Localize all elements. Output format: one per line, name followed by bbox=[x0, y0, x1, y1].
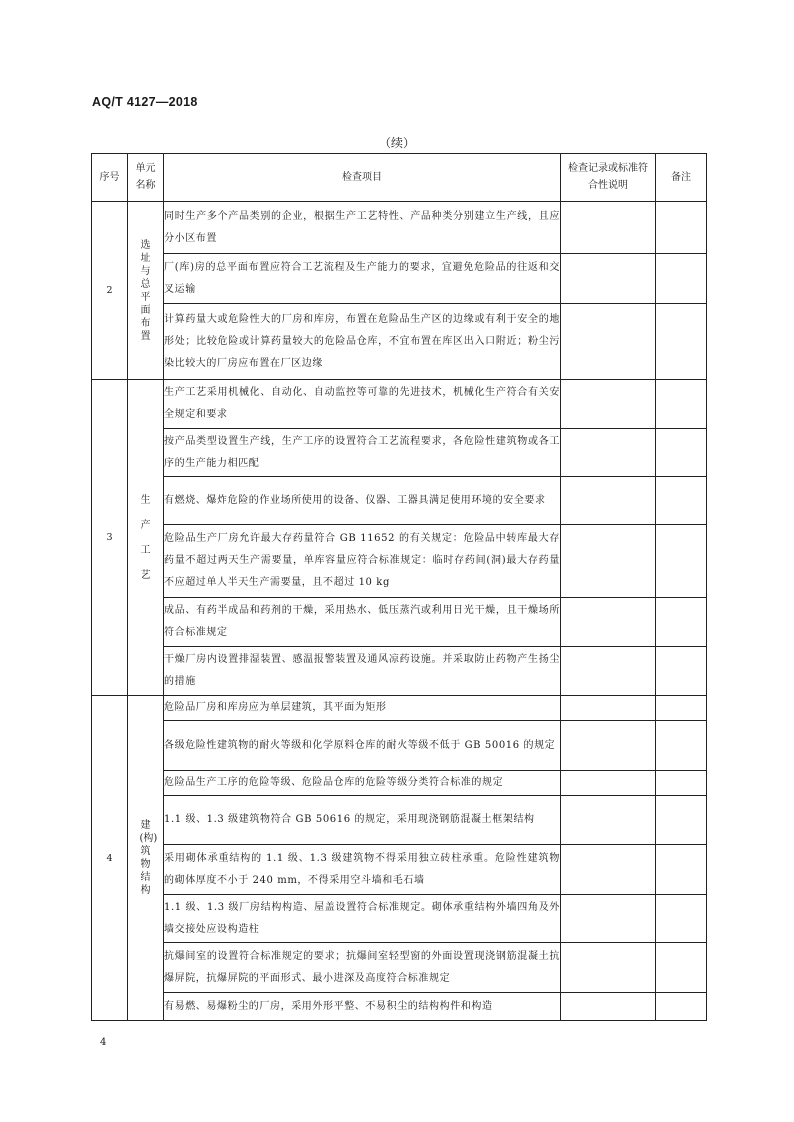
record-cell bbox=[561, 304, 656, 380]
table-row bbox=[92, 254, 707, 304]
record-cell bbox=[561, 598, 656, 647]
record-cell bbox=[561, 647, 656, 696]
note-cell bbox=[656, 477, 707, 525]
header-seq: 序号 bbox=[92, 154, 128, 202]
note-cell bbox=[656, 796, 707, 845]
check-item: 各级危险性建筑物的耐火等级和化学原料仓库的耐火等级不低于 GB 50016 的规定 bbox=[164, 721, 561, 771]
unit-name: 选址与总平面布置 bbox=[140, 239, 151, 342]
note-cell bbox=[656, 845, 707, 895]
unit-cell bbox=[128, 696, 164, 1021]
note-cell bbox=[656, 380, 707, 429]
note-cell bbox=[656, 598, 707, 647]
check-item: 计算药量大或危险性大的厂房和库房，布置在危险品生产区的边缘或有利于安全的地形处；比较危险或计算药量较大的危险品仓库，不宜布置在库区出入口附近；粉尘污染比较大的厂房应布置在厂区边缘 bbox=[164, 304, 561, 380]
header-note: 备注 bbox=[656, 154, 707, 202]
table-header-row bbox=[92, 154, 707, 202]
note-cell bbox=[656, 895, 707, 943]
record-cell bbox=[561, 895, 656, 943]
record-cell bbox=[561, 380, 656, 429]
table-row bbox=[92, 477, 707, 525]
check-item: 按产品类型设置生产线，生产工序的设置符合工艺流程要求，各危险性建筑物或各工序的生产能力相匹配 bbox=[164, 429, 561, 477]
record-cell bbox=[561, 525, 656, 598]
note-cell bbox=[656, 721, 707, 771]
header-record bbox=[561, 154, 656, 202]
note-cell bbox=[656, 304, 707, 380]
check-item: 抗爆间室的设置符合标准规定的要求；抗爆间室轻型窗的外面设置现浇钢筋混凝土抗爆屏院，抗爆屏院的平面形式、最小进深及高度符合标准规定 bbox=[164, 943, 561, 993]
table-row bbox=[92, 380, 707, 429]
record-cell bbox=[561, 477, 656, 525]
check-item: 有易燃、易爆粉尘的厂房，采用外形平整、不易积尘的结构构件和构造 bbox=[164, 993, 561, 1021]
standard-code: AQ/T 4127—2018 bbox=[92, 95, 198, 109]
seq-cell: 2 bbox=[92, 202, 128, 380]
note-cell bbox=[656, 993, 707, 1021]
header-unit bbox=[128, 154, 164, 202]
note-cell bbox=[656, 771, 707, 796]
record-cell bbox=[561, 771, 656, 796]
check-item: 成品、有药半成品和药剂的干燥，采用热水、低压蒸汽或利用日光干燥，且干燥场所符合标准规定 bbox=[164, 598, 561, 647]
table-row bbox=[92, 845, 707, 895]
check-item: 采用砌体承重结构的 1.1 级、1.3 级建筑物不得采用独立砖柱承重。危险性建筑物的砌体厚度不小于 240 mm，不得采用空斗墙和毛石墙 bbox=[164, 845, 561, 895]
table-row bbox=[92, 696, 707, 721]
table-row bbox=[92, 598, 707, 647]
page-number: 4 bbox=[100, 1037, 107, 1048]
unit-name: 建(构)筑物结构 bbox=[139, 820, 158, 896]
record-cell bbox=[561, 696, 656, 721]
header-item: 检查项目 bbox=[164, 154, 561, 202]
note-cell bbox=[656, 696, 707, 721]
record-cell bbox=[561, 202, 656, 254]
inspection-table bbox=[91, 153, 707, 1021]
check-item: 同时生产多个产品类别的企业，根据生产工艺特性、产品种类分别建立生产线，且应分小区布置 bbox=[164, 202, 561, 254]
table-row bbox=[92, 993, 707, 1021]
check-item: 生产工艺采用机械化、自动化、自动监控等可靠的先进技术，机械化生产符合有关安全规定和要求 bbox=[164, 380, 561, 429]
table-row bbox=[92, 429, 707, 477]
check-item: 干燥厂房内设置排湿装置、感温报警装置及通风凉药设施。并采取防止药物产生扬尘的措施 bbox=[164, 647, 561, 696]
table-row bbox=[92, 771, 707, 796]
note-cell bbox=[656, 254, 707, 304]
table-row bbox=[92, 895, 707, 943]
record-cell bbox=[561, 254, 656, 304]
record-cell bbox=[561, 993, 656, 1021]
check-item: 有燃烧、爆炸危险的作业场所使用的设备、仪器、工器具满足使用环境的安全要求 bbox=[164, 477, 561, 525]
check-item: 1.1 级、1.3 级建筑物符合 GB 50616 的规定，采用现浇钢筋混凝土框架结构 bbox=[164, 796, 561, 845]
record-cell bbox=[561, 845, 656, 895]
note-cell bbox=[656, 429, 707, 477]
table-row bbox=[92, 721, 707, 771]
table-row bbox=[92, 202, 707, 254]
table-caption: （续） bbox=[378, 136, 415, 150]
check-item: 危险品生产厂房允许最大存药量符合 GB 11652 的有关规定：危险品中转库最大存药量不超过两天生产需要量，单库容量应符合标准规定：临时存药间(洞)最大存药量不应超过单人半天生产需要量，且不超过 10 kg bbox=[164, 525, 561, 598]
record-cell bbox=[561, 429, 656, 477]
record-cell bbox=[561, 721, 656, 771]
check-item: 厂(库)房的总平面布置应符合工艺流程及生产能力的要求，宜避免危险品的往返和交叉运输 bbox=[164, 254, 561, 304]
table-row bbox=[92, 304, 707, 380]
note-cell bbox=[656, 525, 707, 598]
unit-cell bbox=[128, 380, 164, 696]
check-item: 危险品生产工序的危险等级、危险品仓库的危险等级分类符合标准的规定 bbox=[164, 771, 561, 796]
seq-cell: 4 bbox=[92, 696, 128, 1021]
record-cell bbox=[561, 943, 656, 993]
check-item: 危险品厂房和库房应为单层建筑，其平面为矩形 bbox=[164, 696, 561, 721]
record-cell bbox=[561, 796, 656, 845]
note-cell bbox=[656, 943, 707, 993]
check-item: 1.1 级、1.3 级厂房结构构造、屋盖设置符合标准规定。砌体承重结构外墙四角及外墙交接处应设构造柱 bbox=[164, 895, 561, 943]
header-unit-label: 单元名称 bbox=[135, 163, 156, 191]
unit-cell bbox=[128, 202, 164, 380]
header-record-label: 检查记录或标准符合性说明 bbox=[568, 163, 648, 191]
table-row bbox=[92, 525, 707, 598]
seq-cell: 3 bbox=[92, 380, 128, 696]
table-row bbox=[92, 647, 707, 696]
table-row bbox=[92, 796, 707, 845]
unit-name: 生产工艺 bbox=[140, 494, 151, 581]
note-cell bbox=[656, 202, 707, 254]
table-row bbox=[92, 943, 707, 993]
note-cell bbox=[656, 647, 707, 696]
